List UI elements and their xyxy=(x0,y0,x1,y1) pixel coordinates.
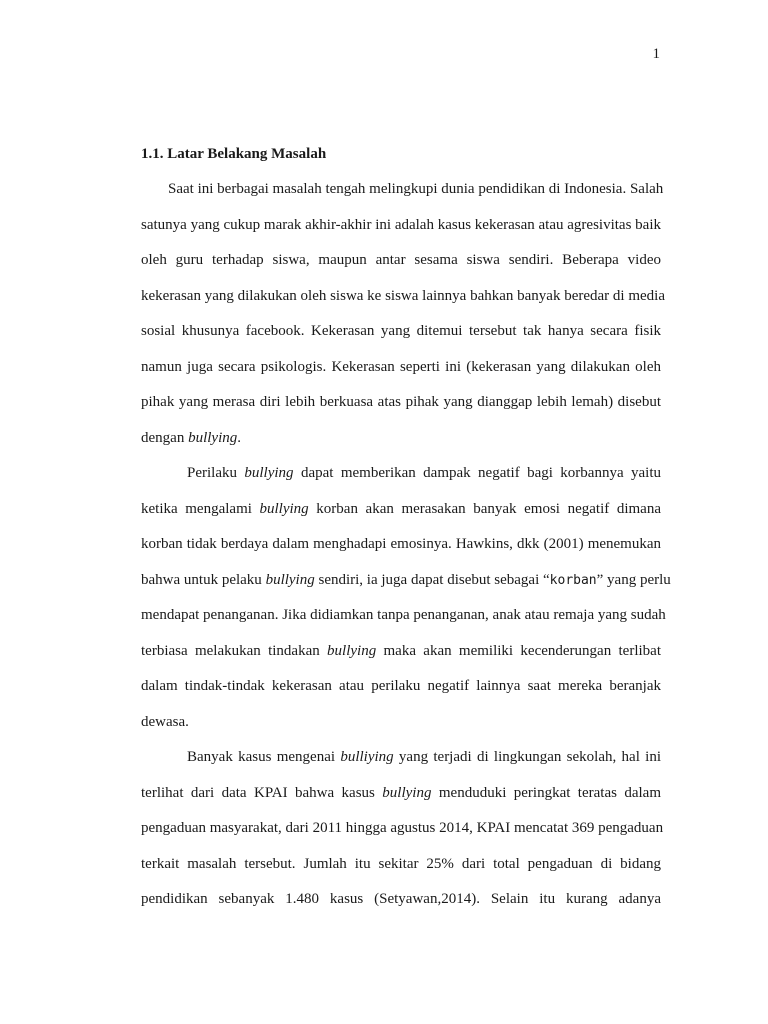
text-span: Saat ini berbagai masalah tengah melingkupi dunia pendidikan di Indonesia. Salah xyxy=(168,181,664,197)
text-line xyxy=(141,847,661,883)
text-span: terlihat dari data KPAI bahwa kasus xyxy=(141,784,383,801)
text-line xyxy=(141,385,661,421)
text-span: satunya yang cukup marak akhir-akhir ini adalah kasus kekerasan atau agresivitas baik xyxy=(141,216,661,233)
text-line xyxy=(141,172,664,208)
italic-term: bulliying xyxy=(340,749,394,765)
text-line xyxy=(141,776,661,812)
text-span: ketika mengalami xyxy=(141,500,260,517)
text-span: pihak yang merasa diri lebih berkuasa atas pihak yang dianggap lebih lemah) disebut xyxy=(141,394,661,410)
text-line xyxy=(141,811,664,847)
text-span: pengaduan masyarakat, dari 2011 hingga agustus 2014, KPAI mencatat 369 pengaduan xyxy=(141,820,664,836)
text-line xyxy=(141,669,661,705)
italic-term: bullying xyxy=(265,571,315,588)
text-span: korban akan merasakan banyak emosi negatif dimana xyxy=(308,500,661,517)
text-span: pendidikan sebanyak 1.480 kasus (Setyawan,2014). Selain itu kurang adanya xyxy=(141,891,661,907)
italic-term: bullying xyxy=(244,465,294,481)
text-span: menduduki peringkat teratas dalam xyxy=(431,784,661,801)
text-span: namun juga secara psikologis. Kekerasan seperti ini (kekerasan yang dilakukan oleh xyxy=(141,358,661,375)
text-line xyxy=(141,243,661,279)
italic-term: bullying xyxy=(382,784,432,801)
italic-term: bullying xyxy=(327,642,377,659)
italic-term: bullying xyxy=(188,429,238,446)
text-line xyxy=(141,882,661,918)
text-span: dalam tindak-tindak kekerasan atau perilaku negatif lainnya saat mereka beranjak xyxy=(141,678,661,694)
text-span: terkait masalah tersebut. Jumlah itu sekitar 25% dari total pengaduan di bidang xyxy=(141,855,661,872)
text-line xyxy=(141,421,661,457)
text-span: maka akan memiliki kecenderungan terlibat xyxy=(376,642,661,659)
text-span: korban tidak berdaya dalam menghadapi emosinya. Hawkins, dkk (2001) menemukan xyxy=(141,536,661,552)
paragraph-3 xyxy=(141,740,664,918)
text-span: oleh guru terhadap siswa, maupun antar sesama siswa sendiri. Beberapa video xyxy=(141,252,661,268)
text-line xyxy=(141,279,665,315)
text-span: kekerasan yang dilakukan oleh siswa ke siswa lainnya bahkan banyak beredar di media xyxy=(141,287,665,304)
text-line xyxy=(141,527,661,563)
text-span: Perilaku xyxy=(187,465,245,481)
text-line xyxy=(141,208,661,244)
text-line xyxy=(141,456,661,492)
text-span: sosial khusunya facebook. Kekerasan yang ditemui tersebut tak hanya secara fisik xyxy=(141,323,661,339)
text-span: ” yang perlu xyxy=(596,571,671,588)
text-span: bahwa untuk pelaku xyxy=(141,571,266,588)
text-line xyxy=(141,492,661,528)
section-heading: 1.1. Latar Belakang Masalah xyxy=(141,146,327,162)
text-line xyxy=(141,598,666,634)
text-line xyxy=(141,740,661,776)
text-span: terbiasa melakukan tindakan xyxy=(141,642,328,659)
text-line xyxy=(141,314,661,350)
paragraph-2 xyxy=(141,456,671,740)
italic-term: bullying xyxy=(259,500,309,517)
text-span: dapat memberikan dampak negatif bagi korbannya yaitu xyxy=(293,465,661,481)
text-span: dewasa. xyxy=(141,713,189,730)
text-line xyxy=(141,563,671,599)
text-span: mendapat penanganan. Jika didiamkan tanpa penanganan, anak atau remaja yang sudah xyxy=(141,607,666,623)
page-number: 1 xyxy=(652,46,660,62)
paragraph-1 xyxy=(141,172,665,456)
text-span: sendiri, ia juga dapat disebut sebagai “ xyxy=(314,571,550,588)
korban-term: korban xyxy=(549,572,597,588)
text-span: . xyxy=(237,429,241,446)
text-line xyxy=(141,634,661,670)
text-line xyxy=(141,705,661,741)
text-span: Banyak kasus mengenai xyxy=(187,749,341,765)
text-span: dengan xyxy=(141,429,189,446)
body-text xyxy=(141,172,671,918)
text-line xyxy=(141,350,661,386)
text-span: yang terjadi di lingkungan sekolah, hal ini xyxy=(393,749,661,765)
